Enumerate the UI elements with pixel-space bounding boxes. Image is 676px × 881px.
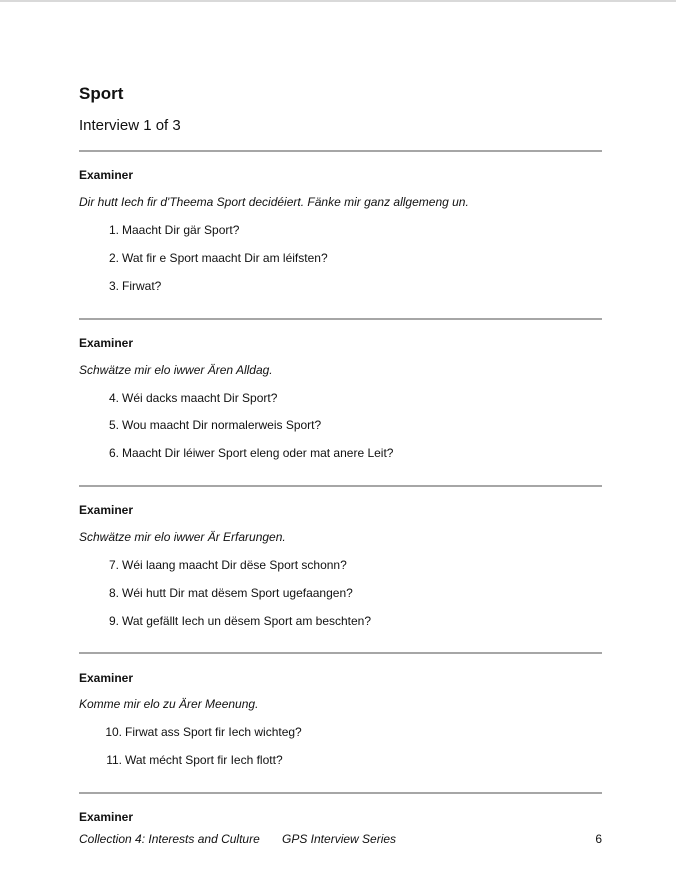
question-text: Firwat? <box>122 279 162 293</box>
question-item <box>79 753 283 767</box>
page-subtitle: Interview 1 of 3 <box>79 117 181 134</box>
question-text: Maacht Dir léiwer Sport eleng oder mat anere Leit? <box>122 446 394 460</box>
question-item <box>79 418 321 432</box>
speaker-label: Examiner <box>79 810 134 824</box>
question-number: 11. <box>106 753 122 767</box>
question-number: 10. <box>105 725 122 739</box>
section-prompt: Schwätze mir elo iwwer Är Erfarungen. <box>79 530 286 544</box>
speaker-label: Examiner <box>79 168 134 182</box>
section-divider <box>79 652 602 654</box>
question-text: Wat fir e Sport maacht Dir am léifsten? <box>122 251 328 265</box>
question-number: 3. <box>108 279 119 293</box>
speaker-label: Examiner <box>79 503 134 517</box>
question-item <box>79 391 277 405</box>
section-prompt: Schwätze mir elo iwwer Ären Alldag. <box>79 363 273 377</box>
question-item <box>79 251 328 265</box>
speaker-label: Examiner <box>79 671 134 685</box>
page-top-border <box>0 0 676 2</box>
section-divider <box>79 792 602 794</box>
question-number: 1. <box>108 223 119 237</box>
question-text: Maacht Dir gär Sport? <box>122 223 240 237</box>
question-text: Wou maacht Dir normalerweis Sport? <box>122 418 322 432</box>
page-title: Sport <box>79 84 124 103</box>
question-item <box>79 279 161 293</box>
speaker-label: Examiner <box>79 336 134 350</box>
question-text: Wat gefällt Iech un dësem Sport am beschten? <box>122 614 372 628</box>
section-divider <box>79 318 602 320</box>
question-number: 8. <box>108 586 119 600</box>
page-number: 6 <box>595 832 602 846</box>
question-text: Wat mécht Sport fir Iech flott? <box>125 753 283 767</box>
question-number: 6. <box>108 446 119 460</box>
section-divider <box>79 150 602 152</box>
question-item <box>79 586 353 600</box>
question-number: 2. <box>108 251 119 265</box>
question-number: 4. <box>108 391 119 405</box>
section-divider <box>79 485 602 487</box>
question-item <box>79 614 371 628</box>
question-text: Wéi hutt Dir mat dësem Sport ugefaangen? <box>122 586 353 600</box>
question-number: 9. <box>108 614 119 628</box>
question-text: Firwat ass Sport fir Iech wichteg? <box>125 725 302 739</box>
question-item <box>79 446 393 460</box>
footer-collection: Collection 4: Interests and Culture <box>79 832 260 846</box>
question-item <box>79 558 347 572</box>
question-text: Wéi dacks maacht Dir Sport? <box>122 391 278 405</box>
question-number: 7. <box>108 558 119 572</box>
section-prompt: Komme mir elo zu Ärer Meenung. <box>79 697 259 711</box>
footer-series: GPS Interview Series <box>282 832 397 846</box>
question-number: 5. <box>108 418 119 432</box>
question-text: Wéi laang maacht Dir dëse Sport schonn? <box>122 558 347 572</box>
question-item <box>79 223 239 237</box>
question-item <box>79 725 302 739</box>
section-prompt: Dir hutt Iech fir d'Theema Sport decidéiert. Fänke mir ganz allgemeng un. <box>79 195 469 209</box>
